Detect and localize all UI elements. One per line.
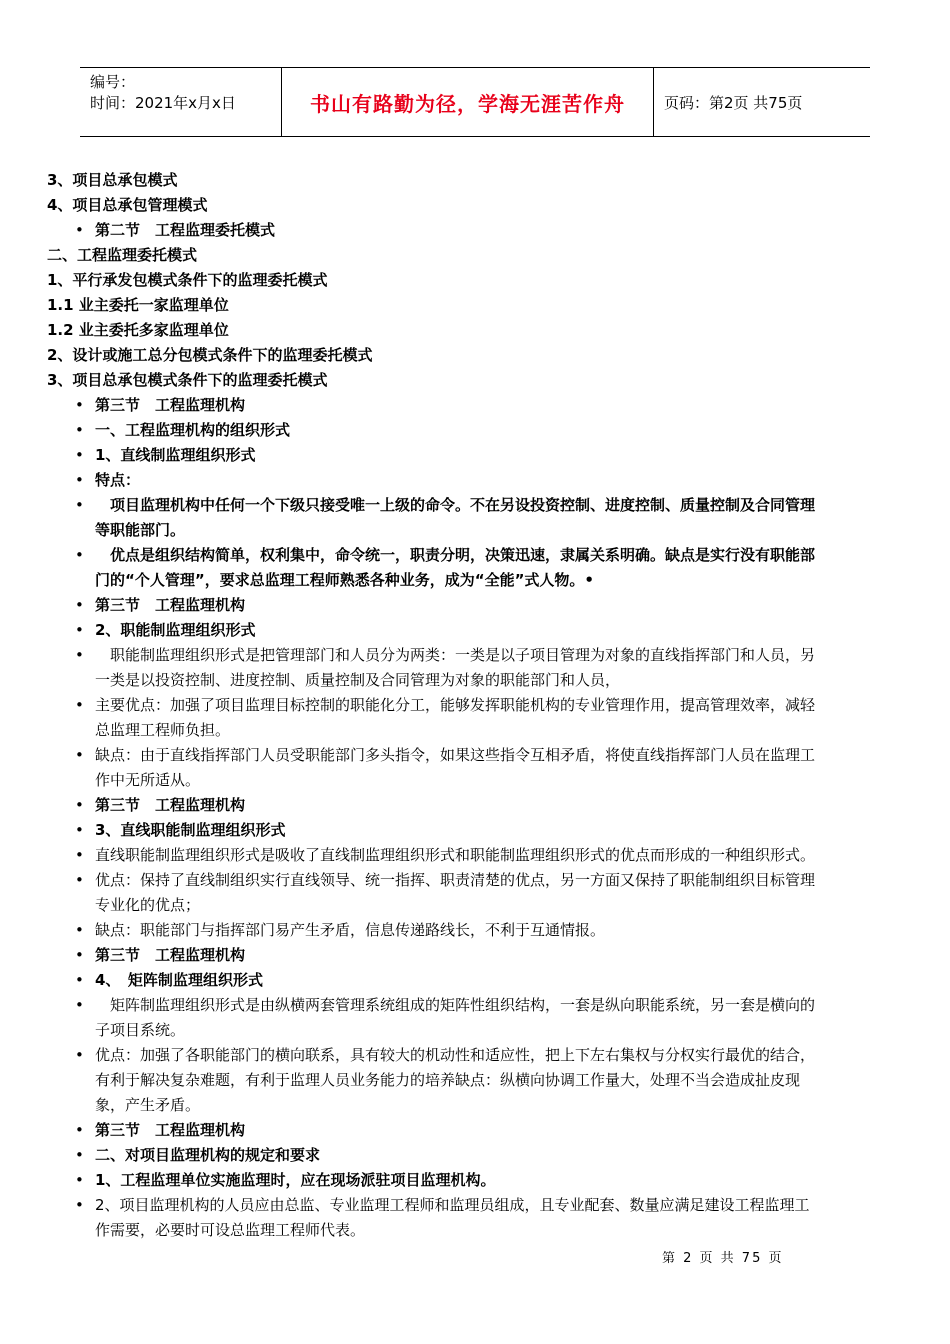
text-line: 象，产生矛盾。: [95, 1096, 201, 1114]
bullet-line: • 缺点：由于直线指挥部门人员受职能部门多头指令，如果这些指令互相矛盾，将使直线指挥部门人员在监理工: [47, 743, 907, 768]
text-line: 3、项目总承包模式: [47, 171, 178, 189]
text-line: 子项目系统。: [95, 1021, 186, 1039]
text-line: 4、项目总承包管理模式: [47, 196, 208, 214]
bullet-line: • 3、直线职能制监理组织形式: [47, 818, 907, 843]
text-line: 3、项目总承包模式条件下的监理委托模式: [47, 371, 328, 389]
bullet-line: • 项目监理机构中任何一个下级只接受唯一上级的命令。不在另设投资控制、进度控制、质量控制及合同管理: [47, 493, 907, 518]
text-line: 门的“个人管理”，要求总监理工程师熟悉各种业务，成为“全能”式人物。•: [95, 571, 595, 589]
text-line: 等职能部门。: [95, 521, 186, 539]
text-line: 1.1 业主委托一家监理单位: [47, 296, 229, 314]
header-page-label: 页码：第2页 共75页: [664, 93, 803, 112]
bullet-line: • 第三节 工程监理机构: [47, 943, 907, 968]
text-line: 作需要，必要时可设总监理工程师代表。: [95, 1221, 366, 1239]
bullet-line: • 1、工程监理单位实施监理时，应在现场派驻项目监理机构。: [47, 1168, 907, 1193]
bullet-line: • 优点是组织结构简单，权利集中，命令统一，职责分明，决策迅速，隶属关系明确。缺点是实行没有职能部: [47, 543, 907, 568]
bullet-line: • 1、直线制监理组织形式: [47, 443, 907, 468]
text-line: 2、设计或施工总分包模式条件下的监理委托模式: [47, 346, 373, 364]
bullet-line: • 2、项目监理机构的人员应由总监、专业监理工程师和监理员组成，且专业配套、数量应满足建设工程监理工: [47, 1193, 907, 1218]
text-line: 总监理工程师负担。: [95, 721, 231, 739]
bullet-line: • 二、对项目监理机构的规定和要求: [47, 1143, 907, 1168]
bullet-line: • 第三节 工程监理机构: [47, 393, 907, 418]
text-line: 有利于解决复杂难题，有利于监理人员业务能力的培养缺点：纵横向协调工作量大，处理不当会造成扯皮现: [95, 1071, 801, 1089]
text-line: 二、工程监理委托模式: [47, 246, 198, 264]
bullet-line: • 第三节 工程监理机构: [47, 593, 907, 618]
time-label: 时间：2021年x月x日: [90, 94, 236, 112]
bullet-line: • 优点：加强了各职能部门的横向联系，具有较大的机动性和适应性，把上下左右集权与分权实行最优的结合，: [47, 1043, 907, 1068]
bullet-line: • 主要优点：加强了项目监理目标控制的职能化分工，能够发挥职能机构的专业管理作用，提高管理效率，减轻: [47, 693, 907, 718]
bullet-line: • 2、职能制监理组织形式: [47, 618, 907, 643]
text-line: 1.2 业主委托多家监理单位: [47, 321, 229, 339]
bullet-line: • 特点：: [47, 468, 907, 493]
bullet-line: • 直线职能制监理组织形式是吸收了直线制监理组织形式和职能制监理组织形式的优点而形成的一种组织形式。: [47, 843, 907, 868]
bullet-line: • 优点：保持了直线制组织实行直线领导、统一指挥、职责清楚的优点，另一方面又保持了职能制组织目标管理: [47, 868, 907, 893]
bullet-line: • 一、工程监理机构的组织形式: [47, 418, 907, 443]
bullet-line: • 第二节 工程监理委托模式: [47, 218, 907, 243]
page-footer: 第 2 页 共 75 页: [662, 1251, 784, 1266]
header-motto: 书山有路勤为径，学海无涯苦作舟: [282, 68, 654, 136]
bullet-line: • 矩阵制监理组织形式是由纵横两套管理系统组成的矩阵性组织结构，一套是纵向职能系统，另一套是横向的: [47, 993, 907, 1018]
text-line: 作中无所适从。: [95, 771, 201, 789]
page-header: [80, 67, 870, 137]
bullet-line: • 4、 矩阵制监理组织形式: [47, 968, 907, 993]
text-line: 1、平行承发包模式条件下的监理委托模式: [47, 271, 328, 289]
text-line: 一类是以投资控制、进度控制、质量控制及合同管理为对象的职能部门和人员，: [95, 671, 621, 689]
number-label: 编号：: [90, 73, 136, 91]
header-meta: [80, 68, 282, 136]
text-line: 专业化的优点；: [95, 896, 201, 914]
document-body: [47, 168, 907, 1243]
bullet-line: • 职能制监理组织形式是把管理部门和人员分为两类：一类是以子项目管理为对象的直线指挥部门和人员，另: [47, 643, 907, 668]
bullet-line: • 缺点：职能部门与指挥部门易产生矛盾，信息传递路线长，不利于互通情报。: [47, 918, 907, 943]
bullet-line: • 第三节 工程监理机构: [47, 1118, 907, 1143]
bullet-line: • 第三节 工程监理机构: [47, 793, 907, 818]
